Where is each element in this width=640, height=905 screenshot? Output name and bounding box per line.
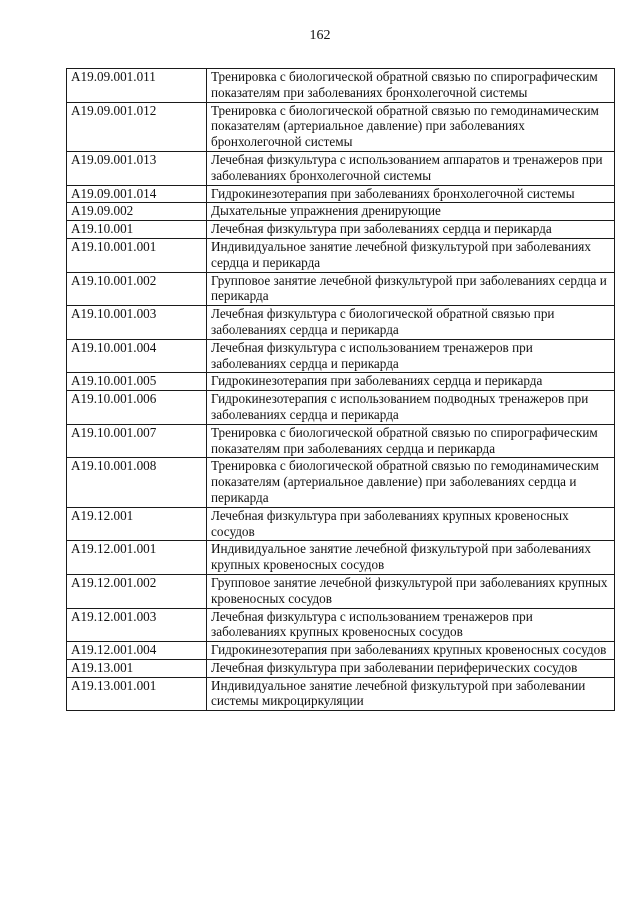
service-code-cell: A19.12.001.003 bbox=[67, 608, 207, 642]
service-name-cell: Дыхательные упражнения дренирующие bbox=[207, 203, 615, 221]
table-row bbox=[67, 373, 615, 391]
service-code-cell: A19.09.001.014 bbox=[67, 185, 207, 203]
service-code-cell: A19.10.001.004 bbox=[67, 339, 207, 373]
service-name-cell: Индивидуальное занятие лечебной физкультурой при заболевании системы микроциркуляции bbox=[207, 677, 615, 711]
table-row bbox=[67, 102, 615, 151]
service-code-cell: A19.12.001 bbox=[67, 507, 207, 541]
service-code-cell: A19.10.001.003 bbox=[67, 306, 207, 340]
service-code-cell: A19.12.001.002 bbox=[67, 574, 207, 608]
table-row bbox=[67, 185, 615, 203]
service-name-cell: Гидрокинезотерапия с использованием подводных тренажеров при заболеваниях сердца и перикарда bbox=[207, 391, 615, 425]
service-name-cell: Лечебная физкультура с биологической обратной связью при заболеваниях сердца и перикарда bbox=[207, 306, 615, 340]
service-code-cell: A19.10.001.001 bbox=[67, 238, 207, 272]
service-name-cell: Индивидуальное занятие лечебной физкультурой при заболеваниях крупных кровеносных сосудов bbox=[207, 541, 615, 575]
table-row bbox=[67, 642, 615, 660]
service-code-cell: A19.10.001.007 bbox=[67, 424, 207, 458]
service-name-cell: Гидрокинезотерапия при заболеваниях сердца и перикарда bbox=[207, 373, 615, 391]
service-code-cell: A19.13.001 bbox=[67, 659, 207, 677]
table-body bbox=[67, 69, 615, 711]
service-code-cell: A19.10.001.008 bbox=[67, 458, 207, 507]
page-number: 162 bbox=[309, 28, 331, 43]
table-row bbox=[67, 69, 615, 103]
service-name-cell: Тренировка с биологической обратной связью по спирографическим показателям при заболеваниях бронхолегочной системы bbox=[207, 69, 615, 103]
service-code-cell: A19.09.001.011 bbox=[67, 69, 207, 103]
service-name-cell: Лечебная физкультура при заболеваниях крупных кровеносных сосудов bbox=[207, 507, 615, 541]
service-name-cell: Тренировка с биологической обратной связью по гемодинамическим показателям (артериальное давление) при заболеваниях сердца и перикарда bbox=[207, 458, 615, 507]
service-code-cell: A19.12.001.001 bbox=[67, 541, 207, 575]
service-name-cell: Гидрокинезотерапия при заболеваниях бронхолегочной системы bbox=[207, 185, 615, 203]
service-code-cell: A19.10.001.005 bbox=[67, 373, 207, 391]
table-row bbox=[67, 424, 615, 458]
table-row bbox=[67, 238, 615, 272]
service-code-cell: A19.09.001.013 bbox=[67, 151, 207, 185]
service-name-cell: Тренировка с биологической обратной связью по спирографическим показателям при заболеваниях сердца и перикарда bbox=[207, 424, 615, 458]
table-row bbox=[67, 458, 615, 507]
service-code-cell: A19.13.001.001 bbox=[67, 677, 207, 711]
service-code-cell: A19.10.001.002 bbox=[67, 272, 207, 306]
table-row bbox=[67, 659, 615, 677]
service-name-cell: Лечебная физкультура при заболеваниях сердца и перикарда bbox=[207, 221, 615, 239]
service-code-table bbox=[66, 68, 615, 711]
table-row bbox=[67, 507, 615, 541]
service-name-cell: Лечебная физкультура с использованием тренажеров при заболеваниях крупных кровеносных сосудов bbox=[207, 608, 615, 642]
service-code-cell: A19.12.001.004 bbox=[67, 642, 207, 660]
table-row bbox=[67, 391, 615, 425]
service-name-cell: Тренировка с биологической обратной связью по гемодинамическим показателям (артериальное давление) при заболеваниях бронхолегочной системы bbox=[207, 102, 615, 151]
service-name-cell: Групповое занятие лечебной физкультурой при заболеваниях крупных кровеносных сосудов bbox=[207, 574, 615, 608]
service-code-cell: A19.10.001.006 bbox=[67, 391, 207, 425]
table-row bbox=[67, 541, 615, 575]
table-row bbox=[67, 339, 615, 373]
service-name-cell: Лечебная физкультура с использованием аппаратов и тренажеров при заболеваниях бронхолегочной системы bbox=[207, 151, 615, 185]
table-row bbox=[67, 677, 615, 711]
table-row bbox=[67, 221, 615, 239]
service-name-cell: Лечебная физкультура с использованием тренажеров при заболеваниях сердца и перикарда bbox=[207, 339, 615, 373]
service-code-cell: A19.09.001.012 bbox=[67, 102, 207, 151]
service-name-cell: Гидрокинезотерапия при заболеваниях крупных кровеносных сосудов bbox=[207, 642, 615, 660]
table-row bbox=[67, 608, 615, 642]
table-row bbox=[67, 272, 615, 306]
service-name-cell: Групповое занятие лечебной физкультурой при заболеваниях сердца и перикарда bbox=[207, 272, 615, 306]
service-name-cell: Лечебная физкультура при заболевании периферических сосудов bbox=[207, 659, 615, 677]
table-row bbox=[67, 306, 615, 340]
table-row bbox=[67, 574, 615, 608]
table-row bbox=[67, 203, 615, 221]
service-code-cell: A19.09.002 bbox=[67, 203, 207, 221]
service-code-cell: A19.10.001 bbox=[67, 221, 207, 239]
table-row bbox=[67, 151, 615, 185]
service-name-cell: Индивидуальное занятие лечебной физкультурой при заболеваниях сердца и перикарда bbox=[207, 238, 615, 272]
